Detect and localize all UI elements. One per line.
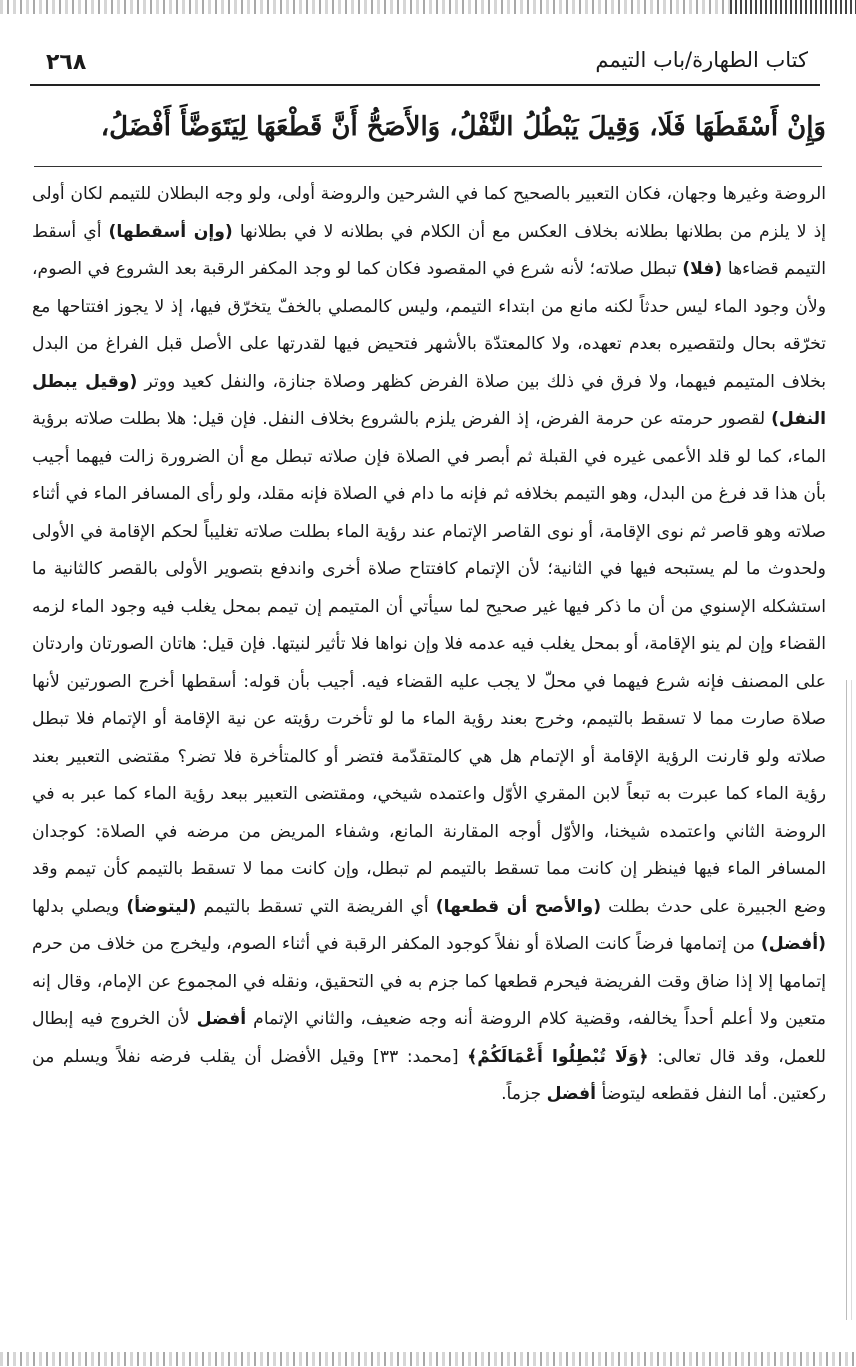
commentary-text: الروضة وغيرها وجهان، فكان التعبير بالصحيح كما في الشرحين والروضة أولى، ولو وجه البطلان للتيمم لكان أولى إذ لا يلزم من بطلانها بطلانه بخلاف العكس مع أن الكلام في بطلانه لا في بطلانها (32, 184, 827, 242)
quoted-matn: (وقيل يبطل النفل) (32, 371, 826, 429)
quoted-matn: أفضل (546, 1084, 597, 1104)
commentary-text: لقصور حرمته عن حرمة الفرض، إذ الفرض يلزم بالشروع بخلاف النفل. فإن قيل: هلا بطلت صلاته برؤية الماء، كما لو قلد الأعمى غيره في القبلة ثم أبصر في الصلاة فإن صلاته تبطل مع أن الضرورة زالت فيهما أجيب بأن هذا قد فرغ من البدل، وهو التيمم بخلافه ثم فإنه ما دام في الصلاة فإنه مقلد، ولو رأى المسافر الماء في أثناء صلاته وهو قاصر ثم نوى الإقامة، أو نوى القاصر الإتمام عند رؤية الماء بطلت صلاته تغليباً لحكم الإقامة في الأولى ولحدوث ما لم يستبحه فيها في الثانية؛ لأن الإتمام كافتتاح صلاة أخرى واندفع بتصوير الأولى بالقصر كالثانية ما استشكله الإسنوي من أن ما ذكر فيها غير صحيح لما سيأتي أن المتيمم إن تيمم بمحل يغلب فيه وجود الماء لزمه القضاء وإن لم ينو الإقامة، أو بمحل يغلب فيه عدمه فلا وإن نواها فلا تأثير لنيتها. فإن قيل: هاتان الصورتان واردتان على المصنف فإنه شرع فيهما في محلّ لا يجب عليه القضاء فيه. أجيب بأن قوله: أسقطها أخرج الصورتين لأنها صلاة صارت مما لا تسقط بالتيمم، وخرج بعند رؤية الماء ما لو تأخرت رؤيته عن نية الإقامة أو الإتمام فلا تبطل صلاته ولو قارنت الرؤية الإقامة أو الإتمام هل هي كالمتقدّمة فتضر أو كالمتأخرة فلا تضر؟ مقتضى التعبير بعند رؤية الماء كما عبرت به تبعاً لابن المقري الأوّل واعتمده شيخي، ومقتضى التعبير ببعد رؤية الماء كما عبر به في الروضة الثاني واعتمده شيخنا، والأوّل أوجه المقارنة المانع، وشفاء المريض من مرضه في الصلاة: كوجدان المسافر الماء فيها فينظر إن كانت مما تسقط بالتيمم لم تبطل، وإن كانت مما لا تسقط بالتيمم كأن تيمم وقد وضع الجبيرة على حدث بطلت (32, 409, 827, 917)
quoted-matn: (فلا) (682, 259, 723, 279)
quran-verse: ﴿وَلَا تُبْطِلُوا أَعْمَالَكُمْ﴾ (467, 1046, 649, 1067)
matn-text: وَإِنْ أَسْقَطَهَا فَلَا، وَقِيلَ يَبْطُلُ النَّفْلُ، وَالأَصَحُّ أَنَّ قَطْعَهَا لِيَتَوَضَّأَ أَفْضَلُ، (100, 112, 826, 142)
commentary-text: لأن الخروج فيه إبطال للعمل، وقد قال تعالى: (32, 1009, 827, 1067)
quoted-matn: (والأصح أن قطعها) (435, 896, 602, 917)
commentary-paragraph (32, 176, 826, 1114)
page-edge-mark (846, 680, 852, 1320)
top-border-ornament (0, 0, 856, 14)
commentary-text: ويصلي بدلها (32, 896, 127, 917)
quoted-matn: أفضل (196, 1009, 247, 1029)
header-divider (30, 84, 820, 86)
running-header-title: كتاب الطهارة/باب التيمم (595, 48, 808, 72)
quoted-matn: (وإن أسقطها) (108, 221, 233, 242)
commentary-text: أي الفريضة التي تسقط بالتيمم (196, 896, 436, 917)
quoted-matn: (أفضل) (760, 934, 826, 954)
corner-ornament (730, 0, 856, 14)
commentary-text: جزماً. (501, 1084, 547, 1104)
matn-divider (34, 166, 822, 167)
commentary-body (32, 176, 826, 1114)
commentary-text: من إتمامها فرضاً كانت الصلاة أو نفلاً كوجود المكفر الرقبة في أثناء الصوم، وليخرج من خلاف من حرم إتمامها إلا إذا ضاق وقت الفريضة فيحرم قطعها كما جزم به في التحقيق، ونقله في المجموع عن الإمام، وقال إنه متعين ولا أعلم أحداً يخالفه، وقضية كلام الروضة أنه وجه ضعيف، والثاني الإتمام (32, 934, 826, 1029)
commentary-text: أي أسقط التيمم قضاءها (32, 221, 826, 279)
bottom-border-ornament (0, 1352, 856, 1366)
commentary-text: تبطل صلاته؛ لأنه شرع في المقصود فكان كما لو وجد المكفر الرقبة بعد الشروع في الصوم، ولأن وجود الماء ليس حدثاً لكنه مانع من ابتداء التيمم، وليس كالمصلي بالخفّ يتخرّق فيها، إذ لا يجوز افتتاحها مع تخرّقه بحال ولتقصيره بعدم تعهده، ولا كالمعتدّة بالأشهر فتحيض فيها لقدرتها على الأصل قبل الفراغ من البدل بخلاف المتيمم فيهما، ولا فرق في ذلك بين صلاة الفرض كظهر وصلاة جنازة، والنفل كعيد ووتر (32, 259, 827, 392)
page-number: ٢٦٨ (46, 50, 87, 75)
quoted-matn: (ليتوضأ) (126, 896, 197, 917)
commentary-text: [محمد: ٣٣] وقيل الأفضل أن يقلب فرضه نفلاً ويسلم من ركعتين. أما النفل فقطعه ليتوضأ (32, 1046, 826, 1104)
